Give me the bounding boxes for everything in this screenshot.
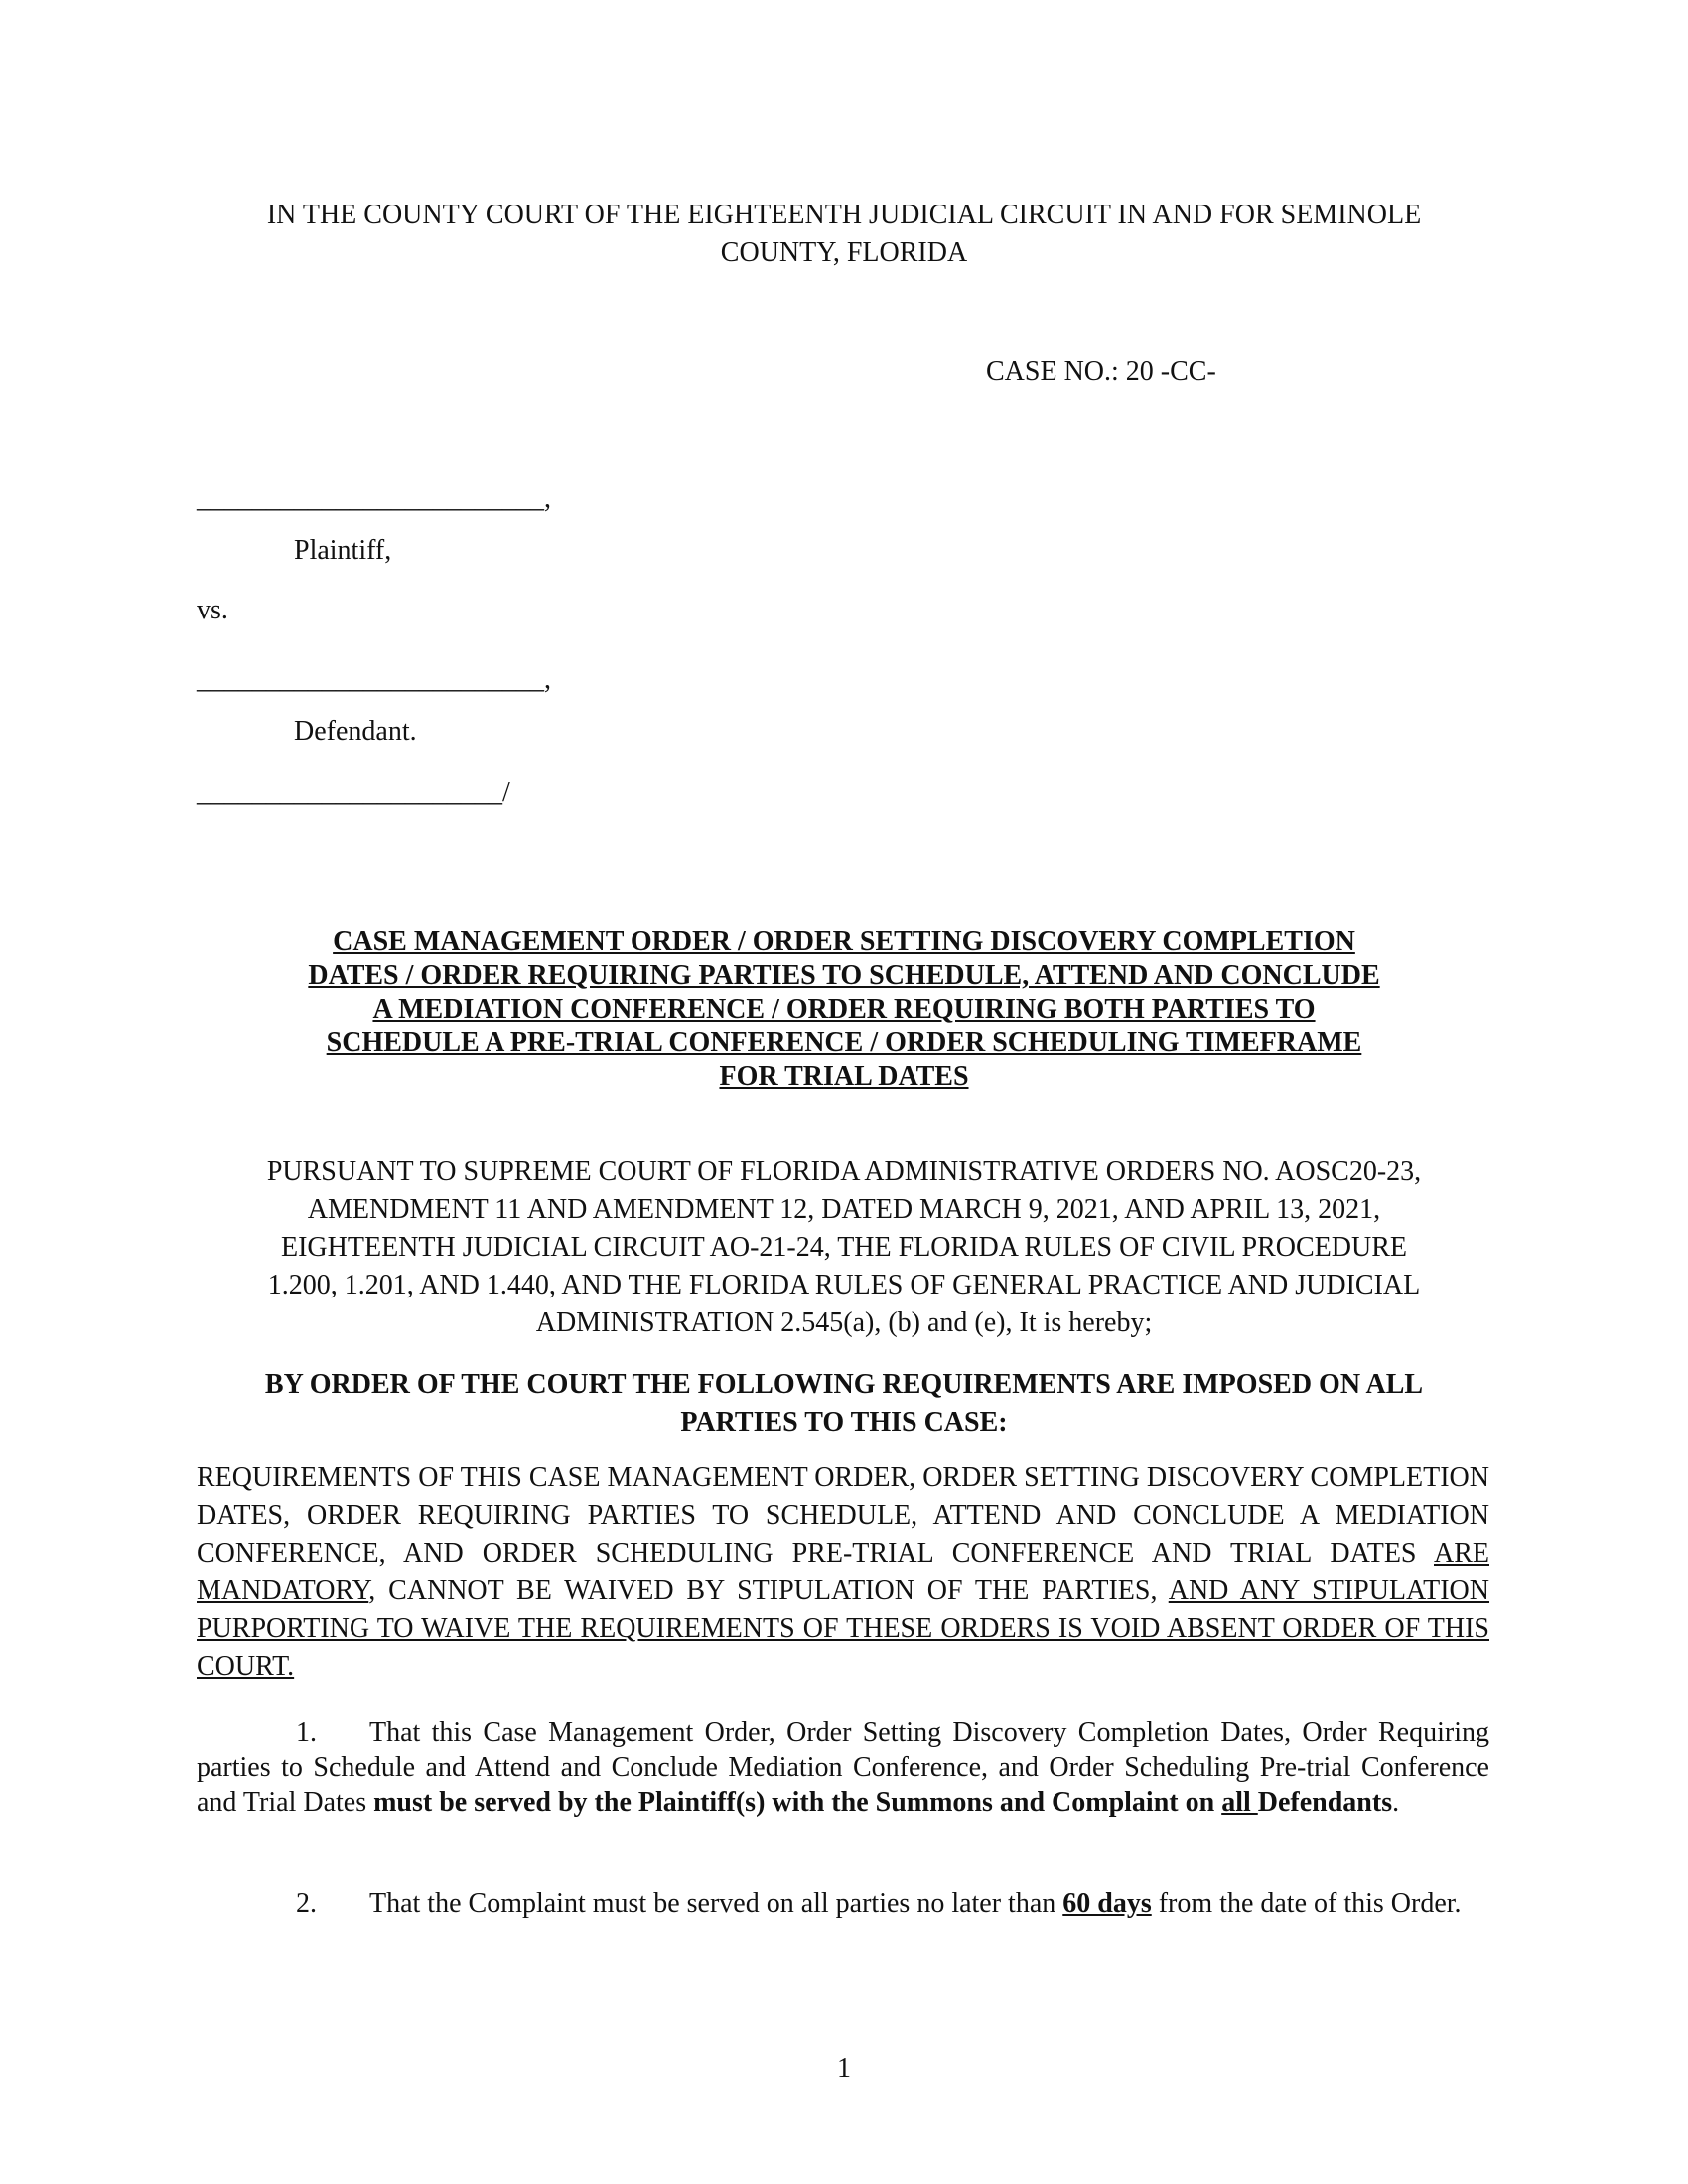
requirements-paragraph [197,1459,1489,1686]
order-title [248,925,1440,1094]
pursuant-line-4: 1.200, 1.201, AND 1.440, AND THE FLORIDA RULES OF GENERAL PRACTICE AND JUDICIAL [267,1270,1421,1300]
paragraph-1 [197,1715,1489,1820]
by-order-line-1: BY ORDER OF THE COURT THE FOLLOWING REQUIREMENTS ARE IMPOSED ON ALL [264,1369,1424,1400]
pursuant-line-1: PURSUANT TO SUPREME COURT OF FLORIDA ADMINISTRATIVE ORDERS NO. AOSC20-23, [266,1157,1422,1187]
caption-end-blank: ______________________/ [197,777,510,808]
paragraph-2-text-1: That the Complaint must be served on all parties no later than [369,1888,1063,1919]
order-title-line-3: A MEDIATION CONFERENCE / ORDER REQUIRING BOTH PARTIES TO [372,994,1316,1024]
court-heading [159,197,1529,272]
pursuant-line-3: EIGHTEENTH JUDICIAL CIRCUIT AO-21-24, THE FLORIDA RULES OF CIVIL PROCEDURE [281,1232,1407,1263]
by-order-line-2: PARTIES TO THIS CASE: [680,1407,1008,1437]
paragraph-2 [197,1886,1489,1921]
paragraph-1-bold-2: Defendants [1257,1787,1393,1818]
pursuant-line-5: ADMINISTRATION 2.545(a), (b) and (e), It is hereby; [535,1307,1153,1338]
court-heading-line-2: COUNTY, FLORIDA [720,237,968,268]
requirements-mandatory: ARE MANDATORY [197,1538,1489,1606]
order-title-line-2: DATES / ORDER REQUIRING PARTIES TO SCHEDULE, ATTEND AND CONCLUDE [308,960,1380,991]
requirements-text-1: REQUIREMENTS OF THIS CASE MANAGEMENT ORDER, ORDER SETTING DISCOVERY COMPLETION DATES, ORDER REQUIRING PARTIES TO SCHEDULE, ATTEND AND CONCLUDE A MEDIATION CONFERENCE, AND ORDER SCHEDULING PRE-TRIAL CONFERENCE AND TRIAL DATES [197,1462,1489,1569]
versus-label: vs. [197,595,228,625]
order-title-line-4: SCHEDULE A PRE-TRIAL CONFERENCE / ORDER SCHEDULING TIMEFRAME [326,1027,1362,1058]
defendant-label: Defendant. [294,716,417,747]
requirements-void-clause: AND ANY STIPULATION PURPORTING TO WAIVE THE REQUIREMENTS OF THESE ORDERS IS VOID ABSENT ORDER OF THIS COURT. [197,1575,1490,1682]
paragraph-1-text-1: That this Case Management Order, Order Setting Discovery Completion Dates, Order Requiring parties to Schedule and Attend and Conclude Mediation Conference, and Order Scheduling Pre-trial Conference and Trial Dates [197,1717,1489,1818]
paragraph-number: 2. [296,1888,317,1919]
paragraph-1-text-2: . [1392,1787,1400,1818]
court-heading-line-1: IN THE COUNTY COURT OF THE EIGHTEENTH JUDICIAL CIRCUIT IN AND FOR SEMINOLE [266,200,1422,230]
pursuant-clause [169,1154,1519,1342]
paragraph-number: 1. [296,1717,317,1748]
paragraph-2-sixty-days: 60 days [1062,1888,1152,1919]
plaintiff-name-blank: _________________________, [197,483,551,514]
paragraph-1-bold-underlined: all [1221,1787,1258,1818]
defendant-name-blank: _________________________, [197,664,551,695]
paragraph-1-bold-1: must be served by the Plaintiff(s) with the Summons and Complaint on [373,1787,1222,1818]
requirements-text-2: , CANNOT BE WAIVED BY STIPULATION OF THE PARTIES, [368,1575,1169,1606]
pursuant-line-2: AMENDMENT 11 AND AMENDMENT 12, DATED MARCH 9, 2021, AND APRIL 13, 2021, [307,1194,1381,1225]
plaintiff-label: Plaintiff, [294,535,392,566]
by-order-heading [169,1366,1519,1441]
paragraph-2-text-2: from the date of this Order. [1151,1888,1462,1919]
order-title-line-1: CASE MANAGEMENT ORDER / ORDER SETTING DISCOVERY COMPLETION [333,926,1355,957]
order-title-line-5: FOR TRIAL DATES [719,1061,969,1092]
page-number: 1 [837,2053,851,2084]
case-number: CASE NO.: 20 -CC- [986,356,1216,387]
